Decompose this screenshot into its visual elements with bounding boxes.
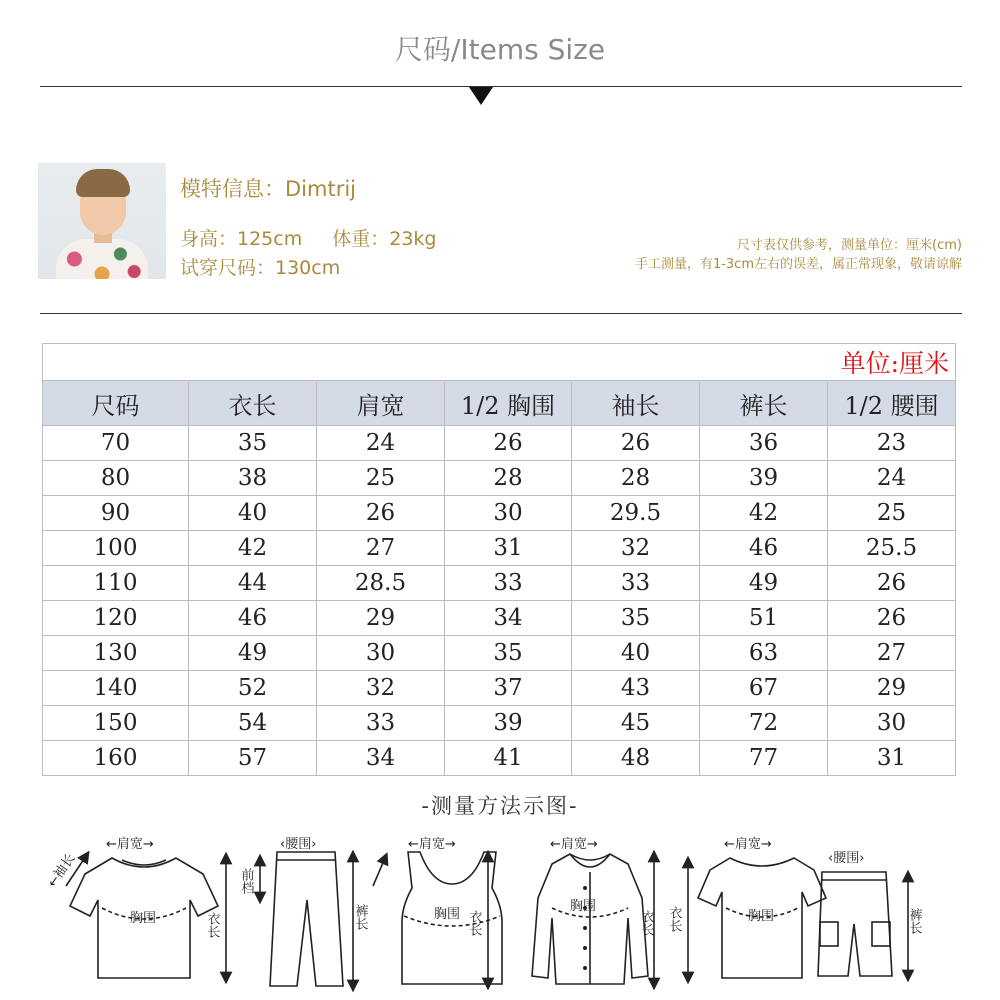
set-pants-length-label: 裤长	[906, 908, 922, 934]
table-cell: 30	[445, 496, 572, 531]
table-cell: 26	[828, 601, 956, 636]
model-name: 模特信息：Dimtrij	[180, 177, 356, 201]
table-row	[43, 741, 956, 776]
size-note-reference: 尺寸表仅供参考，测量单位：厘米(cm)	[737, 238, 962, 253]
table-row	[43, 706, 956, 741]
section-divider	[40, 313, 962, 314]
table-row	[43, 496, 956, 531]
table-cell: 160	[43, 741, 189, 776]
table-cell: 25	[828, 496, 956, 531]
table-cell: 57	[189, 741, 317, 776]
table-cell: 33	[317, 706, 445, 741]
table-cell: 33	[572, 566, 700, 601]
table-cell: 32	[317, 671, 445, 706]
vest-length-label: 衣长	[466, 910, 482, 936]
table-cell: 51	[700, 601, 828, 636]
table-cell: 35	[572, 601, 700, 636]
table-cell: 25.5	[828, 531, 956, 566]
table-cell: 72	[700, 706, 828, 741]
divider-caret-icon	[469, 87, 493, 105]
pants-diagram-icon	[260, 852, 353, 986]
table-cell: 23	[828, 426, 956, 461]
table-cell: 46	[700, 531, 828, 566]
column-header: 衣长	[189, 381, 317, 426]
table-cell: 35	[445, 636, 572, 671]
tee-shoulder-label: ←肩宽→	[106, 837, 154, 852]
table-cell: 77	[700, 741, 828, 776]
set-chest-label: 胸围	[748, 909, 775, 924]
model-measurements	[180, 224, 436, 251]
jacket-chest-label: 胸围	[570, 899, 597, 914]
table-header-row	[43, 381, 956, 426]
table-row	[43, 671, 956, 706]
table-cell: 40	[189, 496, 317, 531]
diagram-title: -测量方法示图-	[421, 794, 579, 818]
table-cell: 26	[317, 496, 445, 531]
table-cell: 90	[43, 496, 189, 531]
table-cell: 32	[572, 531, 700, 566]
table-cell: 26	[445, 426, 572, 461]
table-cell: 31	[445, 531, 572, 566]
size-note-tolerance: 手工测量，有1-3cm左右的误差，属正常现象，敬请谅解	[634, 257, 962, 272]
table-cell: 150	[43, 706, 189, 741]
table-cell: 34	[445, 601, 572, 636]
table-cell: 40	[572, 636, 700, 671]
table-cell: 24	[828, 461, 956, 496]
jacket-shoulder-label: ←肩宽→	[550, 837, 598, 852]
table-cell: 130	[43, 636, 189, 671]
column-header: 1/2 胸围	[445, 381, 572, 426]
table-cell: 24	[317, 426, 445, 461]
table-cell: 70	[43, 426, 189, 461]
jacket-diagram-icon	[532, 854, 654, 984]
table-cell: 29.5	[572, 496, 700, 531]
table-cell: 38	[189, 461, 317, 496]
column-header: 裤长	[700, 381, 828, 426]
table-cell: 63	[700, 636, 828, 671]
table-cell: 45	[572, 706, 700, 741]
table-row	[43, 636, 956, 671]
table-cell: 110	[43, 566, 189, 601]
column-header: 尺码	[43, 381, 189, 426]
table-row	[43, 531, 956, 566]
table-cell: 42	[700, 496, 828, 531]
table-cell: 52	[189, 671, 317, 706]
table-cell: 26	[828, 566, 956, 601]
pants-waist-label: ‹腰围›	[280, 837, 317, 852]
table-cell: 100	[43, 531, 189, 566]
table-cell: 27	[828, 636, 956, 671]
size-table	[42, 343, 956, 776]
table-cell: 33	[445, 566, 572, 601]
table-cell: 30	[828, 706, 956, 741]
set-waist-label: ‹腰围›	[828, 851, 865, 866]
model-height: 身高：125cm	[180, 228, 303, 250]
table-cell: 42	[189, 531, 317, 566]
table-cell: 25	[317, 461, 445, 496]
tshirt-shorts-set-diagram-icon	[688, 858, 908, 978]
tee-length-label: 衣长	[204, 912, 220, 938]
unit-label: 单位:厘米	[43, 344, 956, 381]
column-header: 肩宽	[317, 381, 445, 426]
pants-rise-label: 前档	[238, 868, 254, 894]
table-cell: 54	[189, 706, 317, 741]
table-cell: 34	[317, 741, 445, 776]
model-weight: 体重：23kg	[332, 228, 437, 250]
page-title: 尺码/Items Size	[394, 33, 606, 66]
table-body	[43, 426, 956, 776]
model-photo	[38, 163, 166, 279]
table-cell: 35	[189, 426, 317, 461]
table-cell: 140	[43, 671, 189, 706]
vest-chest-label: 胸围	[434, 907, 461, 922]
table-row	[43, 426, 956, 461]
table-cell: 36	[700, 426, 828, 461]
table-cell: 28	[445, 461, 572, 496]
top-divider	[40, 86, 962, 87]
table-cell: 49	[189, 636, 317, 671]
column-header: 1/2 腰围	[828, 381, 956, 426]
table-row	[43, 461, 956, 496]
table-row	[43, 601, 956, 636]
set-shoulder-label: ←肩宽→	[724, 837, 772, 852]
vest-shoulder-label: ←肩宽→	[408, 837, 456, 852]
measurement-diagrams	[40, 826, 962, 994]
table-cell: 39	[700, 461, 828, 496]
table-cell: 28.5	[317, 566, 445, 601]
table-cell: 120	[43, 601, 189, 636]
table-cell: 67	[700, 671, 828, 706]
table-cell: 28	[572, 461, 700, 496]
table-cell: 80	[43, 461, 189, 496]
table-cell: 48	[572, 741, 700, 776]
set-length-label: 衣长	[666, 906, 682, 932]
tee-chest-label: 胸围	[130, 911, 157, 926]
jacket-length-label: 衣长	[638, 910, 654, 936]
table-cell: 27	[317, 531, 445, 566]
table-cell: 43	[572, 671, 700, 706]
table-row	[43, 566, 956, 601]
table-cell: 31	[828, 741, 956, 776]
pants-length-label: 裤长	[352, 904, 368, 930]
table-cell: 29	[317, 601, 445, 636]
tee-sleeve-label: ←袖长	[44, 851, 79, 891]
table-cell: 26	[572, 426, 700, 461]
table-cell: 49	[700, 566, 828, 601]
table-cell: 37	[445, 671, 572, 706]
table-cell: 29	[828, 671, 956, 706]
column-header: 袖长	[572, 381, 700, 426]
table-cell: 30	[317, 636, 445, 671]
table-cell: 46	[189, 601, 317, 636]
table-cell: 44	[189, 566, 317, 601]
table-cell: 39	[445, 706, 572, 741]
table-cell: 41	[445, 741, 572, 776]
model-trial-size: 试穿尺码：130cm	[180, 257, 341, 279]
